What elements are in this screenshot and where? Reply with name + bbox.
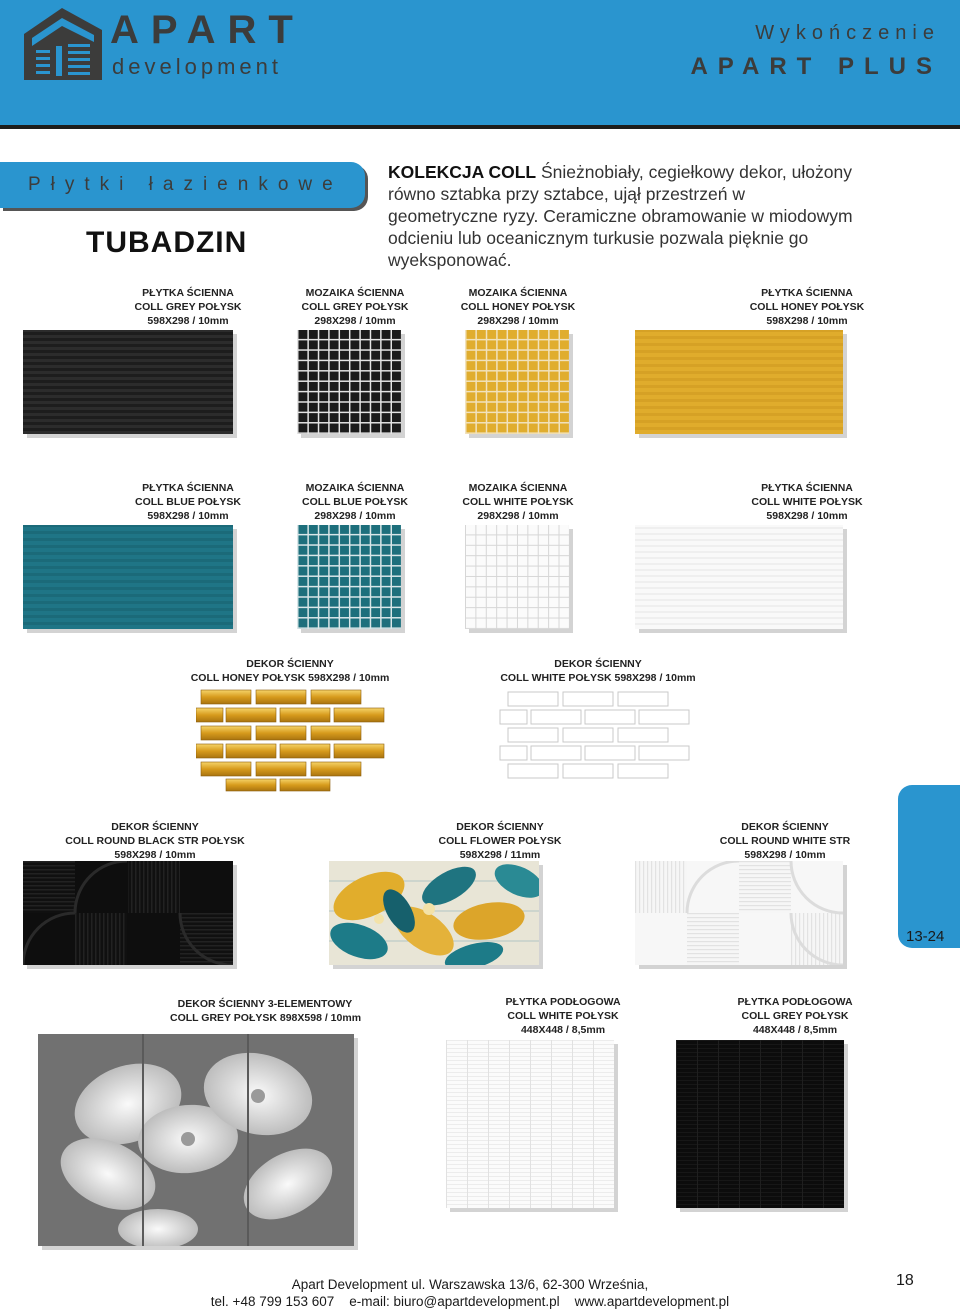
caption-grey-3el: DEKOR ŚCIENNY 3-ELEMENTOWY COLL GREY POŁYSK 898X598 / 10mm: [170, 998, 362, 1024]
white-floor-swatch: [446, 1040, 614, 1208]
caption-honey-mosaic: MOZAIKA ŚCIENNA COLL HONEY POŁYSK 298X298 / 10mm: [460, 287, 576, 327]
page-number: 18: [896, 1272, 914, 1289]
caption-blue-tile: PŁYTKA ŚCIENNA COLL BLUE POŁYSK 598X298 / 10mm: [135, 482, 241, 522]
building-logo-icon: [22, 2, 104, 82]
white-tile-swatch: [635, 525, 843, 629]
white-mosaic-swatch: [465, 525, 569, 629]
collection-name: KOLEKCJA COLL: [388, 162, 537, 182]
grey-3el-decor: [38, 1034, 354, 1246]
footer: [150, 1276, 790, 1310]
section-label: Płytki łazienkowe: [28, 174, 343, 195]
grey-mosaic-swatch: [297, 330, 401, 434]
round-white-decor: [635, 861, 843, 965]
blue-mosaic-swatch: [297, 525, 401, 629]
header-divider: [0, 125, 960, 129]
caption-grey-floor: PŁYTKA PODŁOGOWA COLL GREY POŁYSK 448X448 / 8,5mm: [737, 996, 853, 1036]
caption-flower: DEKOR ŚCIENNY COLL FLOWER POŁYSK 598X298 / 11mm: [438, 821, 562, 861]
collection-description: Śnieżnobiały, cegiełkowy dekor, ułożony równo sztabka przy sztabce, ujął przestrzeń w geometryczne ryzy. Ceramiczne obramowanie w miodowym odcieniu lub oceanicznym turkusie pozwala pięknie go wyeksponować.: [388, 162, 853, 270]
caption-round-white: DEKOR ŚCIENNY COLL ROUND WHITE STR 598X298 / 10mm: [719, 821, 851, 861]
side-tab-range: 13-24: [906, 928, 945, 945]
grey-tile-swatch: [23, 330, 233, 434]
header-subtitle: Wykończenie: [755, 22, 940, 44]
caption-white-mosaic: MOZAIKA ŚCIENNA COLL WHITE POŁYSK 298X298 / 10mm: [462, 482, 574, 522]
brand-name: APART: [110, 8, 305, 52]
blue-tile-swatch: [23, 525, 233, 629]
caption-grey-mosaic: MOZAIKA ŚCIENNA COLL GREY POŁYSK 298X298 / 10mm: [301, 287, 409, 327]
side-tab: [898, 785, 960, 948]
grey-floor-swatch: [676, 1040, 844, 1208]
footer-address: Apart Development ul. Warszawska 13/6, 62-300 Września,: [291, 1277, 649, 1292]
header-title: APART PLUS: [690, 53, 942, 80]
caption-white-tile: PŁYTKA ŚCIENNA COLL WHITE POŁYSK 598X298 / 10mm: [751, 482, 863, 522]
white-brick-decor: [498, 688, 694, 794]
caption-honey-decor: DEKOR ŚCIENNY COLL HONEY POŁYSK 598X298 / 10mm: [190, 658, 390, 684]
honey-mosaic-swatch: [465, 330, 569, 434]
flower-decor: [329, 861, 539, 965]
caption-white-floor: PŁYTKA PODŁOGOWA COLL WHITE POŁYSK 448X448 / 8,5mm: [505, 996, 621, 1036]
caption-grey-tile: PŁYTKA ŚCIENNA COLL GREY POŁYSK 598X298 / 10mm: [134, 287, 242, 327]
footer-contact: tel. +48 799 153 607 e-mail: biuro@apartdevelopment.pl www.apartdevelopment.pl: [210, 1294, 730, 1309]
caption-round-black: DEKOR ŚCIENNY COLL ROUND BLACK STR POŁYSK 598X298 / 10mm: [65, 821, 245, 861]
honey-tile-swatch: [635, 330, 843, 434]
caption-blue-mosaic: MOZAIKA ŚCIENNA COLL BLUE POŁYSK 298X298 / 10mm: [302, 482, 408, 522]
brand-subtitle: development: [112, 54, 282, 79]
tubadzin-logo: TUBADZIN: [86, 226, 248, 259]
collection-intro: [388, 161, 858, 271]
caption-white-decor: DEKOR ŚCIENNY COLL WHITE POŁYSK 598X298 / 10mm: [500, 658, 696, 684]
caption-honey-tile: PŁYTKA ŚCIENNA COLL HONEY POŁYSK 598X298 / 10mm: [749, 287, 865, 327]
honey-brick-decor: [196, 688, 392, 794]
round-black-decor: [23, 861, 233, 965]
